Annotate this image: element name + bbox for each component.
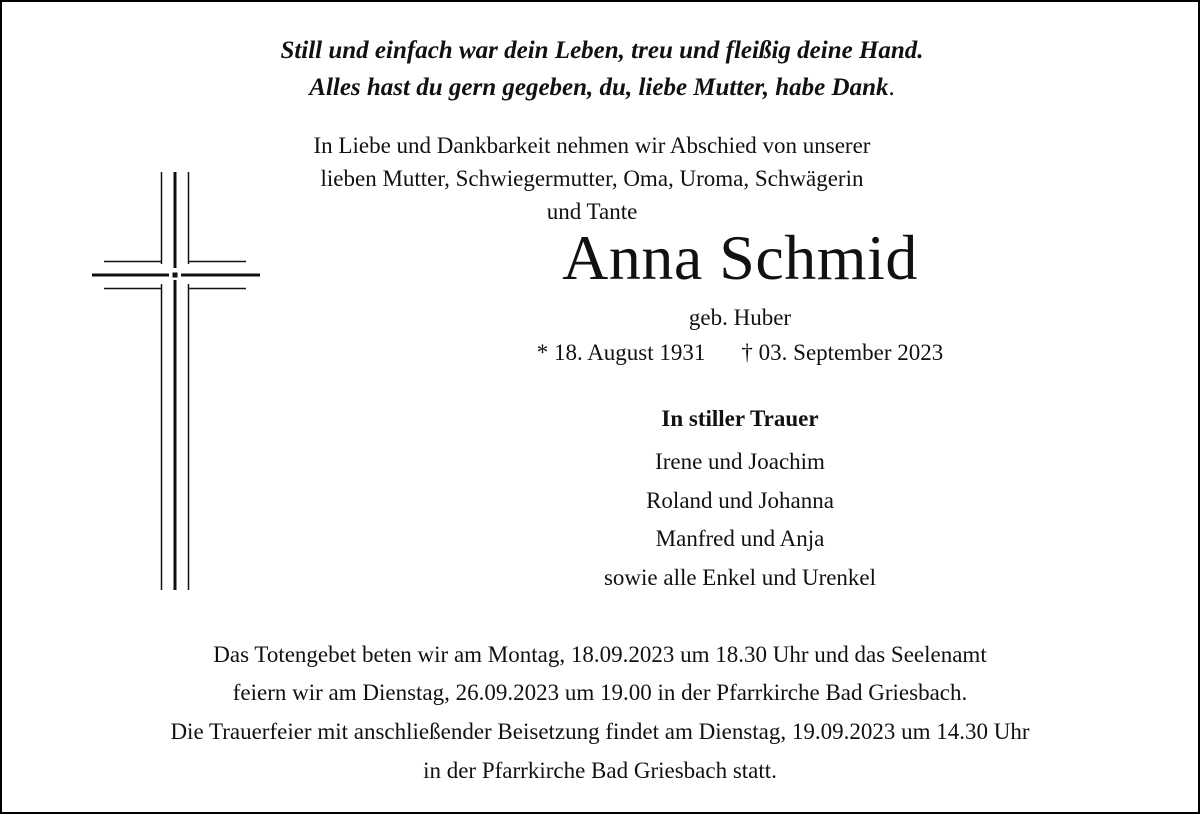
mourners-title: In stiller Trauer [661,406,819,431]
cross-icon [92,172,262,592]
service-notice-line: Das Totengebet beten wir am Montag, 18.09.2023 um 18.30 Uhr und das Seelenamt [213,642,987,667]
death-date: † 03. September 2023 [741,340,944,365]
service-notice-line: Die Trauerfeier mit anschließender Beisetzung findet am Dienstag, 19.09.2023 um 14.30 Uhr [170,719,1030,744]
verse-line-2-text: Alles hast du gern gegeben, du, liebe Mutter, habe Dank [309,74,889,101]
verse-line-1: Still und einfach war dein Leben, treu und fleißig deine Hand. [280,37,924,64]
mourner-item: sowie alle Enkel und Urenkel [603,565,877,590]
birth-date: * 18. August 1931 [536,340,706,365]
intro-line-2: lieben Mutter, Schwiegermutter, Oma, Uroma, Schwägerin und Tante [320,166,864,224]
mourner-item: Manfred und Anja [655,526,825,551]
maiden-name: geb. Huber [688,305,792,330]
life-dates [440,336,1040,370]
service-notice-line: in der Pfarrkirche Bad Griesbach statt. [423,758,777,783]
deceased-name: Anna Schmid [562,222,918,293]
intro-line-1: In Liebe und Dankbarkeit nehmen wir Abschied von unserer [313,133,871,158]
verse-line-2-period: . [888,74,895,101]
verse-line-2 [2,69,1200,106]
mourner-item: Irene und Joachim [655,449,825,474]
service-notice-line: feiern wir am Dienstag, 26.09.2023 um 19.00 in der Pfarrkirche Bad Griesbach. [232,680,968,705]
mourner-item: Roland und Johanna [646,488,834,513]
